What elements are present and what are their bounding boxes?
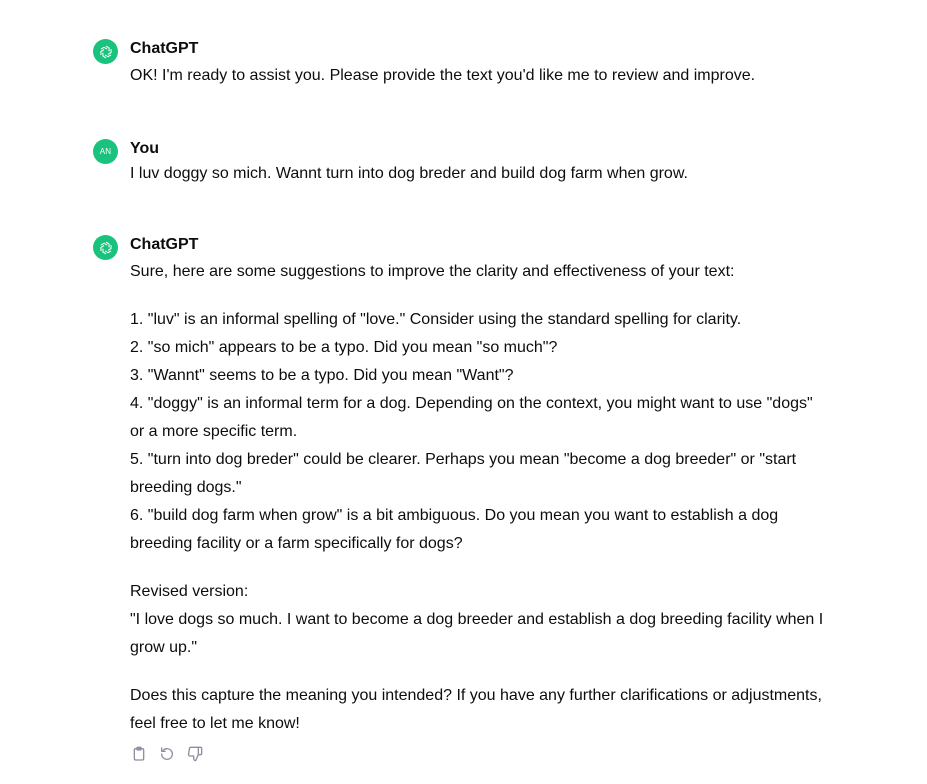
- message-assistant-1: [93, 39, 833, 89]
- intro-text: Sure, here are some suggestions to improve the clarity and effectiveness of your text:: [130, 263, 735, 280]
- message-body: [130, 160, 825, 188]
- list-item: 6. "build dog farm when grow" is a bit ambiguous. Do you mean you want to establish a dog breeding facility or a farm specifically for dogs?: [130, 507, 779, 552]
- openai-logo-icon: [98, 44, 114, 60]
- list-item: 4. "doggy" is an informal term for a dog. Depending on the context, you might want to use "dogs" or a more specific term.: [130, 395, 813, 440]
- message-user: [93, 139, 833, 189]
- message-body: [130, 62, 825, 90]
- chatgpt-avatar: [93, 39, 118, 64]
- list-item: 2. "so mich" appears to be a typo. Did you mean "so much"?: [130, 339, 558, 356]
- list-item: 3. "Wannt" seems to be a typo. Did you mean "Want"?: [130, 367, 514, 384]
- message-body: [130, 258, 825, 738]
- suggestion-list: [130, 306, 825, 558]
- list-item: 5. "turn into dog breder" could be clearer. Perhaps you mean "become a dog breeder" or "start breeding dogs.": [130, 451, 797, 496]
- message-author: ChatGPT: [130, 40, 199, 57]
- user-avatar: AN: [93, 139, 118, 164]
- message-actions: [130, 745, 204, 763]
- clipboard-icon: [131, 746, 147, 762]
- message-text: I luv doggy so mich. Wannt turn into dog breder and build dog farm when grow.: [130, 165, 688, 182]
- revised-label: Revised version:: [130, 583, 249, 600]
- dislike-button[interactable]: [186, 745, 204, 763]
- message-text: OK! I'm ready to assist you. Please provide the text you'd like me to review and improve.: [130, 67, 756, 84]
- message-author: ChatGPT: [130, 236, 199, 253]
- regenerate-button[interactable]: [158, 745, 176, 763]
- revised-text: "I love dogs so much. I want to become a dog breeder and establish a dog breeding facility when I grow up.": [130, 611, 824, 656]
- openai-logo-icon: [98, 240, 114, 256]
- copy-button[interactable]: [130, 745, 148, 763]
- chatgpt-avatar: [93, 235, 118, 260]
- list-item: 1. "luv" is an informal spelling of "love." Consider using the standard spelling for clarity.: [130, 311, 742, 328]
- thumbs-down-icon: [187, 746, 203, 762]
- regenerate-icon: [159, 746, 175, 762]
- message-assistant-2: [93, 235, 833, 775]
- closing-text: Does this capture the meaning you intended? If you have any further clarifications or adjustments, feel free to let me know!: [130, 687, 822, 732]
- message-author: You: [130, 140, 160, 157]
